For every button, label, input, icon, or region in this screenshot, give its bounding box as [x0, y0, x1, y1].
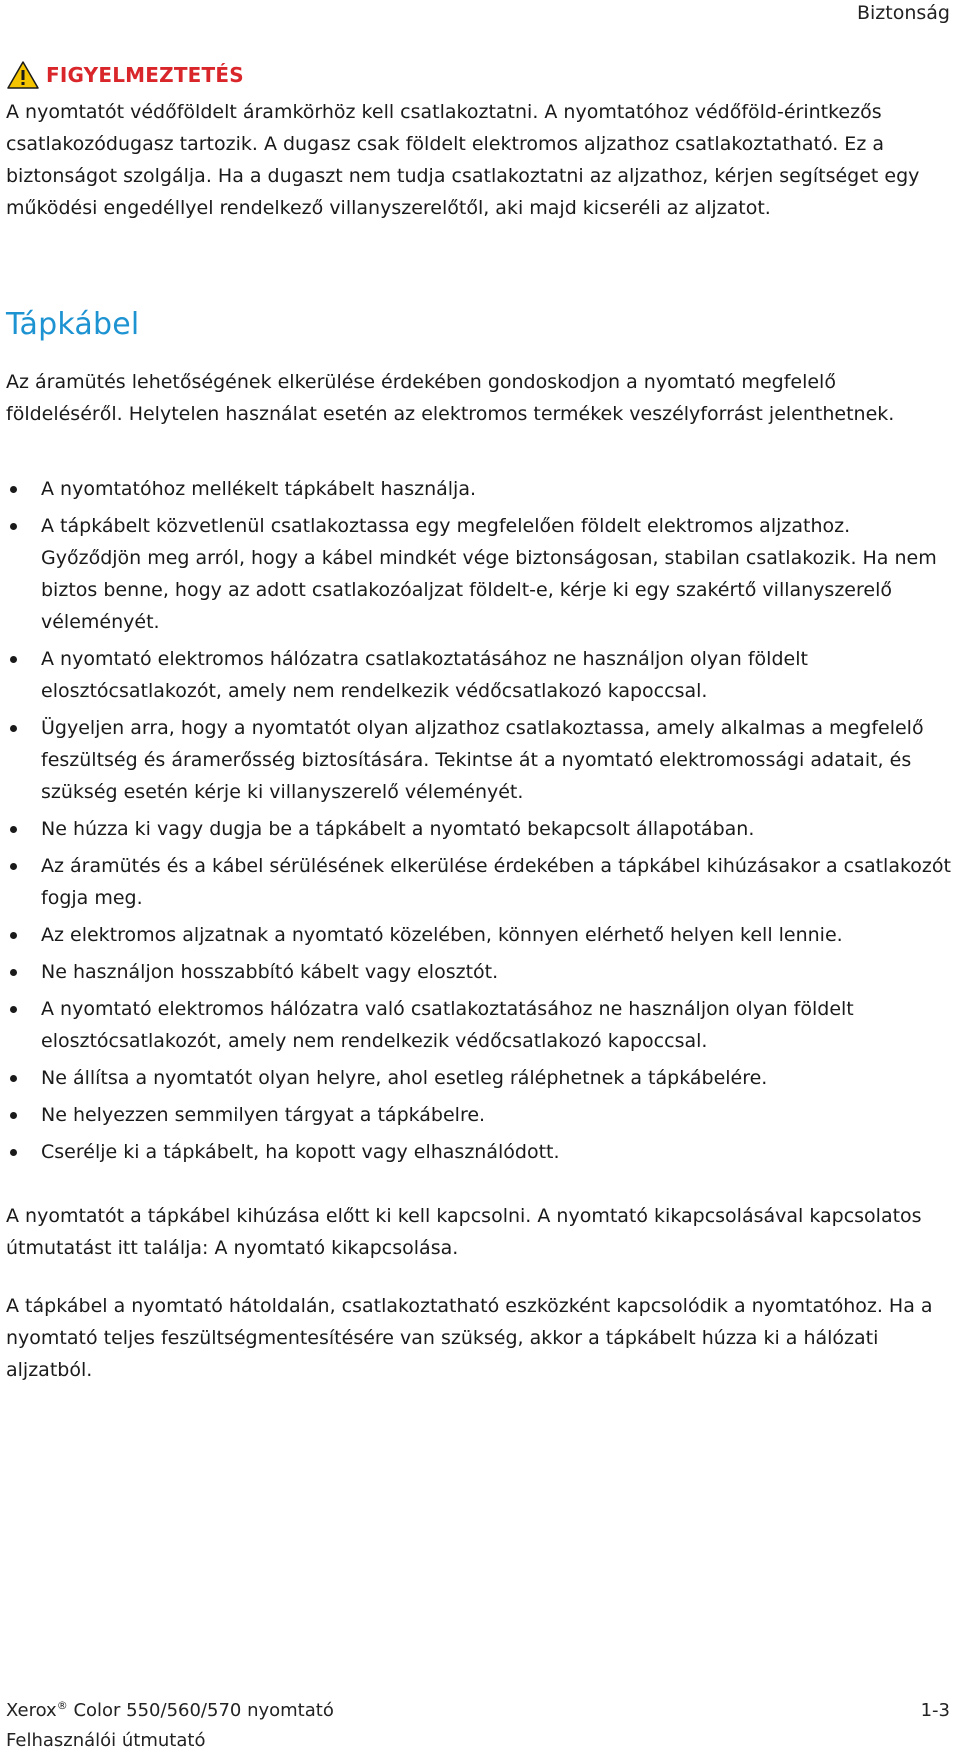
section-heading: Tápkábel [6, 307, 140, 342]
bullet-icon [10, 932, 17, 939]
list-item [6, 1099, 951, 1131]
warning-title: FIGYELMEZTETÉS [46, 63, 244, 87]
list-item [6, 813, 951, 845]
bullet-icon [10, 1149, 17, 1156]
footer-product-line [6, 1696, 334, 1726]
registered-mark: ® [56, 1699, 68, 1712]
list-item [6, 510, 951, 638]
footer-product: Color 550/560/570 nyomtató [67, 1700, 334, 1721]
list-item-text: A nyomtató elektromos hálózatra való csatlakoztatásához ne használjon olyan földelt elosztócsatlakozót, amely nem rendelkezik védőcsatlakozó kapoccsal. [41, 998, 854, 1052]
bullet-icon [10, 1075, 17, 1082]
intro-paragraph: Az áramütés lehetőségének elkerülése érdekében gondoskodjon a nyomtató megfelelő földeléséről. Helytelen használat esetén az elektromos termékek veszélyforrást jelenthetnek. [6, 371, 895, 425]
warning-box [6, 60, 951, 224]
footer-brand: Xerox [6, 1700, 57, 1721]
list-item-text: Az elektromos aljzatnak a nyomtató közelében, könnyen elérhető helyen kell lennie. [41, 924, 843, 946]
warning-triangle-icon [6, 60, 40, 90]
warning-text: A nyomtatót védőföldelt áramkörhöz kell csatlakoztatni. A nyomtatóhoz védőföld-érintkezős csatlakozódugasz tartozik. A dugasz csak földelt elektromos aljzathoz csatlakoztatható. Ez a biztonságot szolgálja. Ha a dugaszt nem tudja csatlakoztatni az aljzathoz, kérjen segítséget egy működési engedéllyel rendelkező villanyszerelőtől, aki majd kicseréli az aljzatot. [6, 101, 920, 219]
list-item-text: Az áramütés és a kábel sérülésének elkerülése érdekében a tápkábel kihúzásakor a csatlakozót fogja meg. [41, 855, 951, 909]
bullet-icon [10, 1006, 17, 1013]
list-item-text: Ne állítsa a nyomtatót olyan helyre, ahol esetleg ráléphetnek a tápkábelére. [41, 1067, 768, 1089]
bullet-icon [10, 486, 17, 493]
disconnect-paragraph: A tápkábel a nyomtató hátoldalán, csatlakoztatható eszközként kapcsolódik a nyomtatóhoz. Ha a nyomtató teljes feszültségmentesítésére van szükség, akkor a tápkábelt húzza ki a hálózati aljzatból. [6, 1295, 933, 1381]
list-item-text: Ne húzza ki vagy dugja be a tápkábelt a nyomtató bekapcsolt állapotában. [41, 818, 755, 840]
list-item [6, 473, 951, 505]
footer-product-info [6, 1696, 334, 1756]
bullet-icon [10, 826, 17, 833]
list-item [6, 919, 951, 951]
list-item-text: Cserélje ki a tápkábelt, ha kopott vagy elhasználódott. [41, 1141, 560, 1163]
shutdown-paragraph: A nyomtatót a tápkábel kihúzása előtt ki kell kapcsolni. A nyomtató kikapcsolásával kapcsolatos útmutatást itt találja: A nyomtató kikapcsolása. [6, 1205, 922, 1259]
list-item-text: A nyomtató elektromos hálózatra csatlakoztatásához ne használjon olyan földelt elosztócsatlakozót, amely nem rendelkezik védőcsatlakozó kapoccsal. [41, 648, 808, 702]
list-item [6, 643, 951, 707]
list-item [6, 712, 951, 808]
running-header: Biztonság [856, 2, 950, 24]
list-item-text: A tápkábelt közvetlenül csatlakoztassa egy megfelelően földelt elektromos aljzathoz. Győződjön meg arról, hogy a kábel mindkét vége biztonságosan, stabilan csatlakozik. Ha nem biztos benne, hogy az adott csatlakozóaljzat földelt-e, kérje ki egy szakértő villanyszerelő véleményét. [41, 515, 937, 633]
list-item-text: A nyomtatóhoz mellékelt tápkábelt használja. [41, 478, 476, 500]
list-item [6, 993, 951, 1057]
bullet-list [6, 473, 951, 1173]
bullet-icon [10, 1112, 17, 1119]
list-item-text: Ügyeljen arra, hogy a nyomtatót olyan aljzathoz csatlakoztassa, amely alkalmas a megfelelő feszültség és áramerősség biztosítására. Tekintse át a nyomtató elektromossági adatait, és szükség esetén kérje ki villanyszerelő véleményét. [41, 717, 924, 803]
bullet-icon [10, 523, 17, 530]
bullet-icon [10, 969, 17, 976]
warning-heading [6, 60, 951, 90]
list-item [6, 1136, 951, 1168]
page-number: 1-3 [920, 1700, 950, 1721]
list-item-text: Ne használjon hosszabbító kábelt vagy elosztót. [41, 961, 499, 983]
list-item-text: Ne helyezzen semmilyen tárgyat a tápkábelre. [41, 1104, 486, 1126]
footer-guide: Felhasználói útmutató [6, 1730, 206, 1751]
list-item [6, 1062, 951, 1094]
list-item [6, 956, 951, 988]
bullet-icon [10, 656, 17, 663]
bullet-icon [10, 725, 17, 732]
bullet-icon [10, 863, 17, 870]
list-item [6, 850, 951, 914]
